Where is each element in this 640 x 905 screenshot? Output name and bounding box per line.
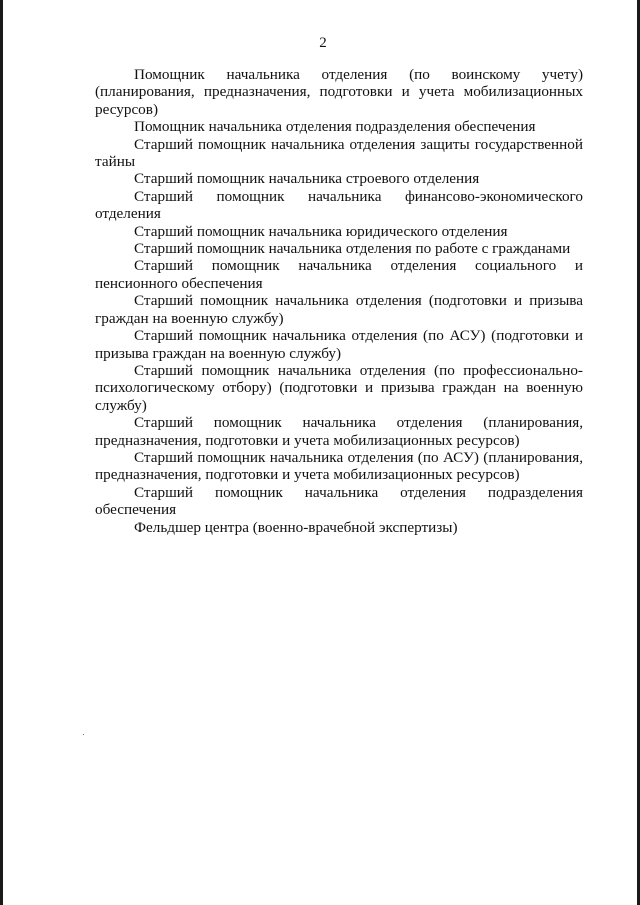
list-item: Старший помощник начальника отделения (по АСУ) (планирования, предназначения, подготовки и учета мобилизационных ресурсов) — [95, 448, 583, 484]
list-item: Фельдшер центра (военно-врачебной экспертизы) — [134, 518, 458, 536]
scan-speck — [83, 734, 84, 735]
position-list — [95, 66, 583, 536]
list-item: Старший помощник начальника юридического отделения — [134, 222, 508, 240]
list-item: Старший помощник начальника отделения социального и пенсионного обеспечения — [95, 257, 583, 292]
list-item: Старший помощник начальника отделения защиты государственной тайны — [95, 135, 583, 171]
list-item: Старший помощник начальника финансово-экономического отделения — [95, 187, 583, 223]
list-item: Старший помощник начальника отделения (подготовки и призыва граждан на военную службу) — [95, 292, 583, 327]
list-item: Старший помощник начальника отделения подразделения обеспечения — [95, 483, 583, 519]
list-item: Старший помощник начальника отделения (по АСУ) (подготовки и призыва граждан на военную службу) — [95, 327, 583, 362]
list-item: Старший помощник начальника отделения (планирования, предназначения, подготовки и учета мобилизационных ресурсов) — [95, 414, 583, 449]
list-item: Старший помощник начальника строевого отделения — [134, 170, 480, 188]
list-item: Старший помощник начальника отделения по работе с гражданами — [134, 240, 571, 258]
page-number: 2 — [319, 35, 327, 51]
list-item: Помощник начальника отделения (по воинскому учету) (планирования, предназначения, подготовки и учета мобилизационных ресурсов) — [95, 66, 583, 118]
list-item: Помощник начальника отделения подразделения обеспечения — [134, 118, 536, 136]
list-item: Старший помощник начальника отделения (по профессионально-психологическому отбору) (подготовки и призыва граждан на военную службу) — [95, 361, 583, 414]
